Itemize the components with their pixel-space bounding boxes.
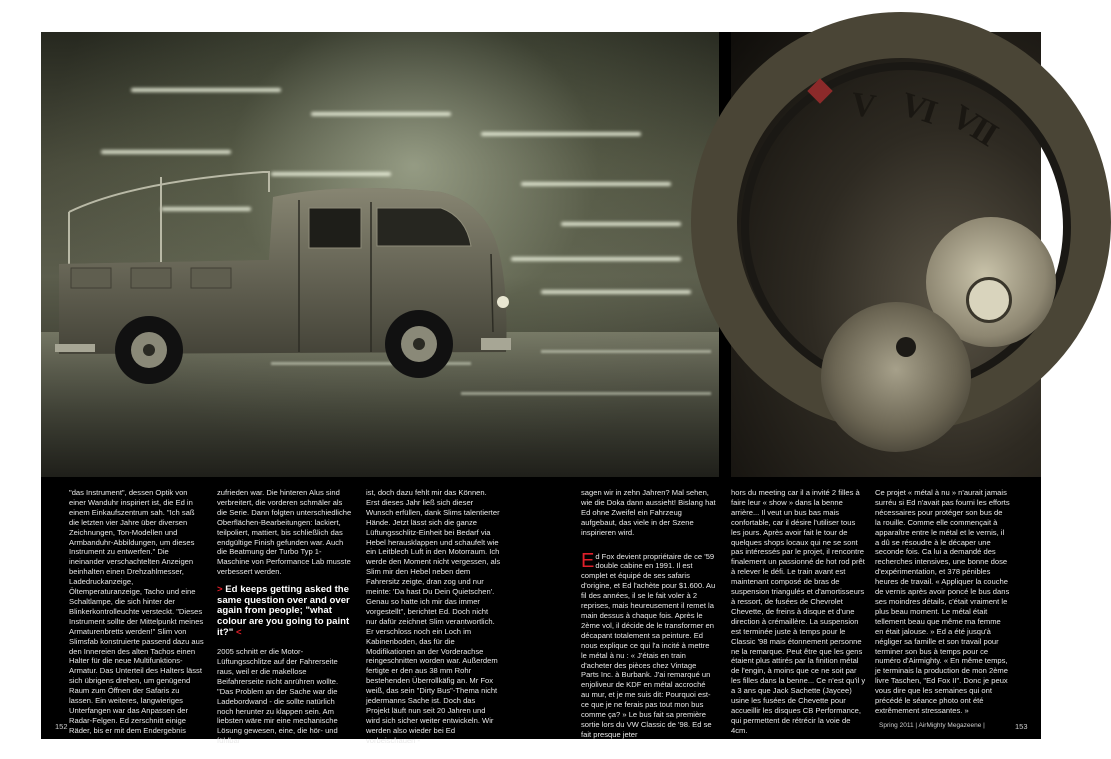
right-column-2: [731, 488, 866, 736]
gauge-numeral-v: V: [848, 85, 877, 126]
pull-quote-close-mark: <: [235, 626, 242, 638]
gauge-numeral-vii: VII: [944, 97, 1003, 154]
pull-quote-text: Ed keeps getting asked the same question over and over again from people; "what colour are you going to paint it?": [217, 584, 350, 638]
article-text-de-3: ist, doch dazu fehlt mir das Können. Erst dieses Jahr ließ sich dieser Wunsch erfüllen, dank Slims talentierter Hände. Jetzt lässt sich die ganze Lüftungsschlitz-Einheit bei Bedarf via Hebel herausklappen und schaufelt wie ein Leitblech Luft in den Motorraum. Ich werde den Moment nicht vergessen, als Slim mir den Hebel neben dem Fahrersitz zeigte, dran zog und nur meinte: 'Da hast Du Dein Quietschen'. Genau so hatte ich mir das immer vorgestellt", berichtet Ed. Doch nicht nur dafür zeichnet Slim verantwortlich. Er verschloss noch ein Loch im Kabinenboden, das für die Modifikationen an der Vorderachse reingeschnitten worden war. Außerdem fertigte er den aus 38 mm Rohr bestehenden Überrollkäfig an. Mr Fox weiß, das sein "Dirty Bus"-Thema nicht jedermanns Sache ist. Doch das Projekt läuft nun seit 20 Jahren und wird sich sicher weiter entwickeln. Wir werden also wieder bei Ed vorbeischauen -: [366, 488, 501, 745]
article-text-fr-2: hors du meeting car il a invité 2 filles à faire leur « show » dans la benne arrière... Il veut un bus bas mais confortable, car il désire l'utiliser tous les jours. Après avoir fait le tour de quelques shops locaux qui ne se sont pas intéressés par le projet, il rencontre finalement un passionné de hot rod prêt à relever le défi. Le train avant est maintenant composé de bras de suspension triangulés et d'amortisseurs à ressort, de fusées de Chevrolet Chevette, de freins à disque et d'une direction à crémaillère. La suspension est terminée juste à temps pour le Classic '98 mais étonnement personne ne la remarque. Peut être que les gens étaient plus attirés par la finition métal de l'engin, à moins que ce ne soit par les filles dans la benne... Ce n'est qu'il y a 3 ans que Jack Sachette (Jaycee) usine les fusées de Chevette pour accueillir les disques CB Performance, qui permettent de rétrécir la voie de 4cm.: [731, 488, 866, 735]
gauge-photo: [731, 32, 1041, 477]
magazine-spread: [41, 32, 1041, 746]
right-column-1: [581, 488, 716, 740]
pull-quote-open-mark: >: [217, 584, 223, 596]
left-column-2: [217, 488, 352, 746]
page-number-right: 153: [1015, 722, 1028, 731]
article-text-fr-3: Ce projet « métal à nu » n'aurait jamais surréu si Ed n'avait pas fourni les efforts nécessaires pour protéger son bus de la rouille. Comme elle commençait à apparaître entre le métal et le vernis, il a dû se résoudre à le décaper une seconde fois. Ca lui a demandé des recherches intensives, une bonne dose d'expérimentation, et 378 pénibles heures de travail. « Appliquer la couche de vernis après avoir poncé le bus dans ses moindres détails, c'était vraiment le plus beau moment. Le métal était tellement beau que même ma femme en était jalouse. » Ed a été jusqu'à négliger sa famille et son travail pour terminer son bus à temps pour ce numéro d'Airmighty. « En même temps, je terminais la production de mon 2ème livre Taschen, "Ed Fox II". Donc je peux vous dire que les semaines qui ont précédé le séance photo ont été extrêmement stressantes. »: [875, 488, 1010, 715]
bus-photo: [41, 32, 719, 477]
vw-bus-illustration: [41, 32, 719, 477]
footer-issue-line: Spring 2011 | AirMighty Megazeene |: [879, 722, 985, 729]
article-text-fr-1: d Fox devient propriétaire de ce '59 double cabine en 1991. Il est complet et équipé de ses safaris d'origine, et Ed l'achète pour $1.600. Au fil des années, il se le fait voler à 2 reprises, mais heureusement il remet la main dessus à chaque fois. Après le 2ème vol, il décide de le transformer en décapant totalement sa peinture. Ed nous explique ce qui l'a incité à mettre le métal à nu : « J'étais en train d'acheter des pièces chez Vintage Parts Inc. à Burbank. J'ai remarqué un enjoliveur de KDF en métal accroché au mur, et je me suis dit: Pourquoi est-ce que je ne ferais pas tout mon bus comme ça? » Le bus fait sa première sortie lors du VW Classic de '98. Ed se fait presque jeter: [581, 551, 716, 739]
article-text-de-2b: 2005 schnitt er die Motor-Lüftungsschlitze auf der Fahrerseite raus, weil er die makellose Beifahrerseite nicht anrühren wollte. "Das Problem an der Sache war die Ladebordwand - die sollte natürlich noch herunter zu klappen sein. Am liebsten wäre mir eine mechanische Lösung gewesen, eine, die hör- und fühlbar: [217, 647, 339, 746]
gauge-numeral-vi: VI: [896, 85, 940, 132]
article-text-de-1: "das Instrument", dessen Optik von einer Wanduhr inspiriert ist, die Ed in einem Einkaufszentrum sah. "Ich saß die letzten vier Jahre über diversen Zeichnungen, Ton-Modellen und Armbanduhr-Abbildungen, um dieses Instrument zu entwerfen." Die ineinander verschachtelten Anzeigen beinhalten einen Drehzahlmesser, Ladedruckanzeige, Öltemperaturanzeige, Tacho und eine Schaltlampe, die sich hinter der Blinkerkontrolleuchte versteckt. "Dieses Instrument sollte der Mittelpunkt meines Armaturenbretts werden!" Slim von Slimsfab konstruierte passend dazu aus den Innereien des alten Tachos einen Halter für die neue Multifunktions-Armatur. Das Unterteil des Halters lässt sich übrigens drehen, um genügend Raum zum Öffnen der Safaris zu lassen. Ein weiteres, langwieriges Unterfangen war das Anpassen der Radar-Felgen. Ed zerschnitt einige Räder, bis er mit dem Endergebnis: [69, 488, 204, 735]
article-text-fr-intro: [581, 549, 716, 740]
page-number-left: 152: [55, 722, 68, 731]
pull-quote: [217, 585, 352, 638]
left-column-1: [69, 488, 204, 736]
article-text-de-2: zufrieden war. Die hinteren Alus sind verbreitert, die vorderen schmäler als die Serie. Dann folgten unterschiedliche Oberflächen-Bearbeitungen: lackiert, teilpoliert, mattiert, bis schließlich das endgültige Finish gefunden war. Auch die Beatmung der Turbo Typ 1-Maschine von Performance Lab musste verbessert werden.: [217, 488, 352, 577]
left-column-3: [366, 488, 501, 746]
article-text-de-4: sagen wir in zehn Jahren? Mal sehen, wie die Doka dann aussieht! Bislang hat Ed ohne Zweifel ein Fahrzeug aufgebaut, das viele in der Szene inspirieren wird.: [581, 488, 716, 537]
right-column-3: [875, 488, 1010, 716]
drop-cap: E: [581, 549, 595, 572]
